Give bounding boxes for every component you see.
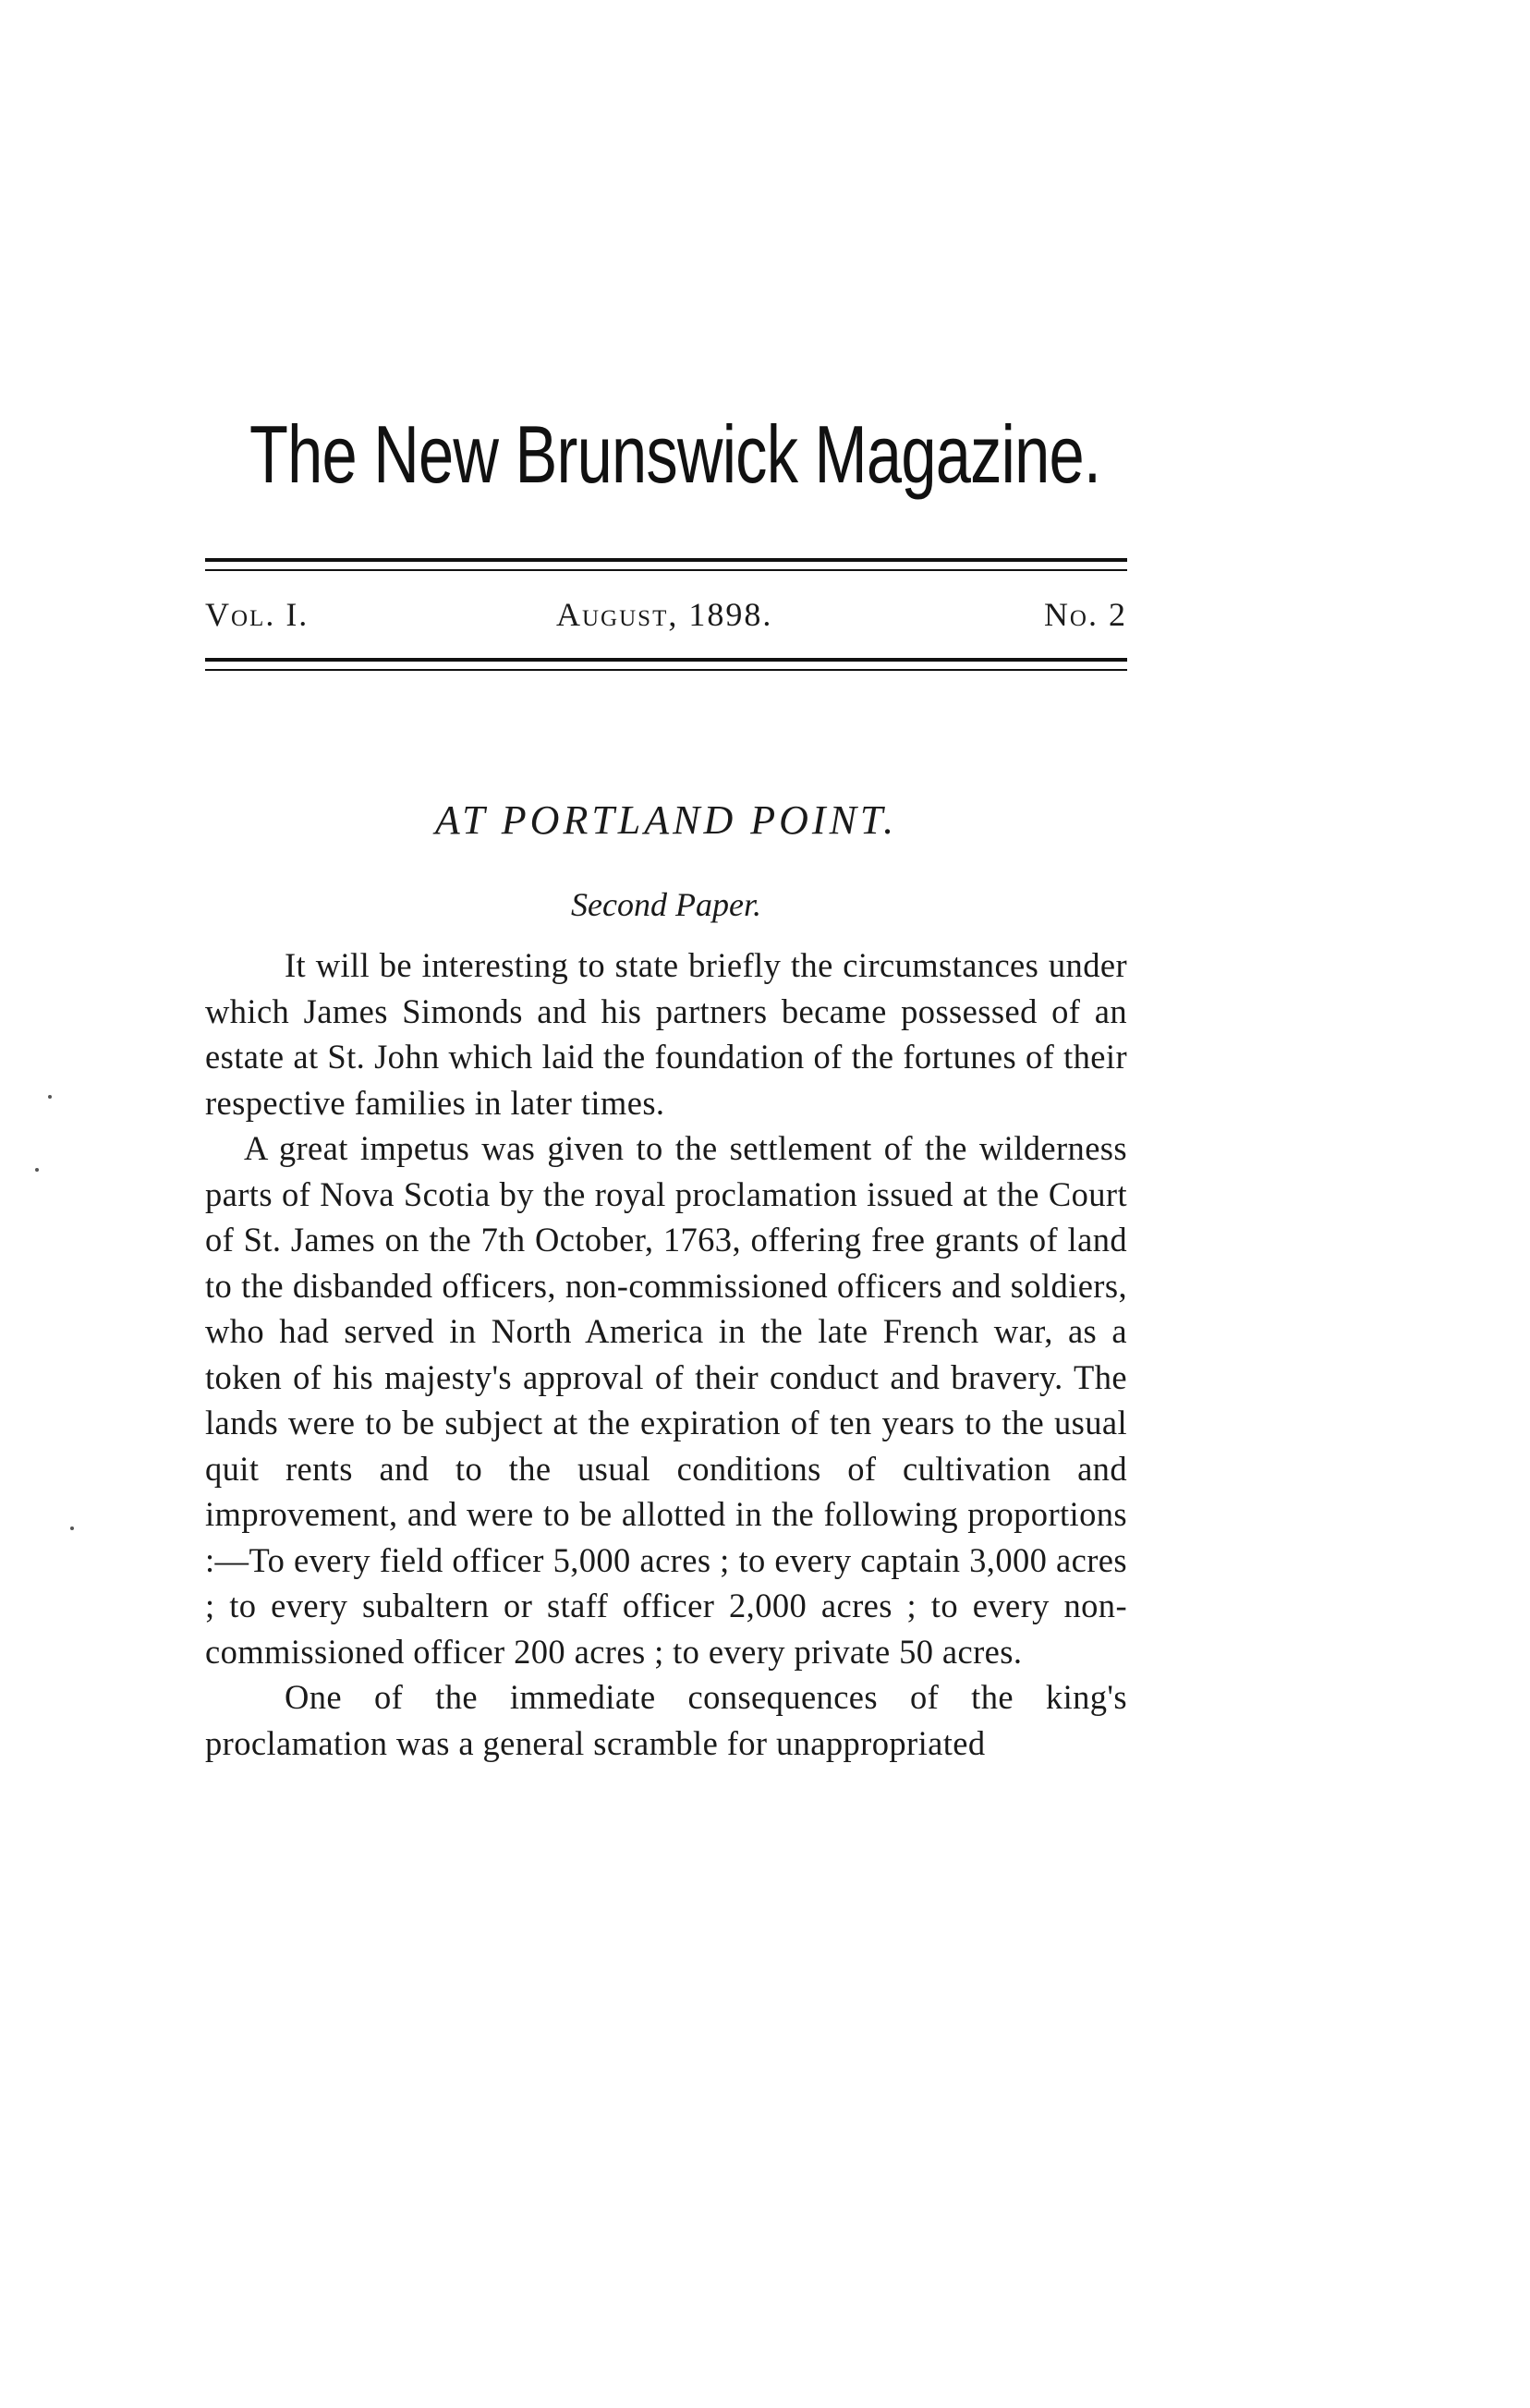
- article-subtitle: Second Paper.: [571, 886, 761, 923]
- article-body: [205, 943, 1127, 1766]
- issue-date: August, 1898.: [556, 596, 773, 633]
- header-rule-bottom: [205, 658, 1127, 662]
- scan-speck: [48, 1095, 52, 1099]
- volume-label: Vol. I.: [205, 596, 310, 633]
- issue-line: [205, 591, 1127, 638]
- issue-number: No. 2: [1043, 596, 1127, 633]
- paragraph-1: It will be interesting to state briefly the circumstances under which James Simonds and his partners became possessed of an estate at St. John which laid the foundation of the fortunes of their respective families in later times.: [205, 946, 1127, 1122]
- paragraph-3: One of the immediate consequences of the king's proclamation was a general scramble for unappropriated: [205, 1678, 1127, 1762]
- scan-speck: [35, 1168, 39, 1172]
- scan-speck: [70, 1526, 74, 1530]
- magazine-masthead: The New Brunswick Magazine.: [249, 408, 1101, 500]
- header-rule-top: [205, 558, 1127, 562]
- paragraph-2: A great impetus was given to the settlement of the wilderness parts of Nova Scotia by the royal proclamation issued at the Court of St. James on the 7th October, 1763, offering free grants of land to the disbanded officers, non-commissioned officers and soldiers, who had served in North America in the late French war, as a token of his majesty's approval of their conduct and bravery. The lands were to be subject at the expiration of ten years to the usual quit rents and to the usual conditions of cultivation and improvement, and were to be allotted in the following proportions :—To every field officer 5,000 acres ; to every captain 3,000 acres ; to every subaltern or staff officer 2,000 acres ; to every non-commissioned officer 200 acres ; to every private 50 acres.: [205, 1129, 1127, 1671]
- article-title: AT PORTLAND POINT.: [434, 797, 898, 843]
- header-rule-top-thin: [205, 569, 1127, 571]
- header-rule-bottom-thin: [205, 669, 1127, 671]
